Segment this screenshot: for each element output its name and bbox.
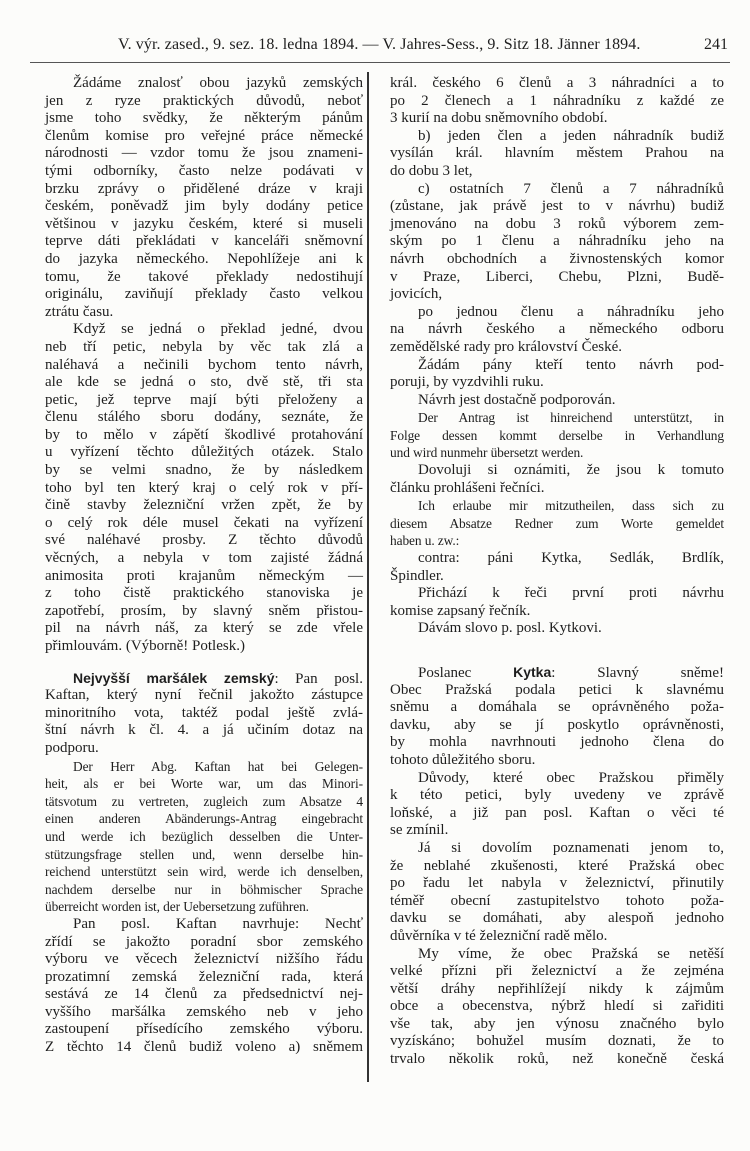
text-line: vyššího maršálka zemského neb v jeho [45,1003,363,1020]
text-line: do dobu 3 let, [390,162,473,179]
text-line: zemědělské rady pro království České. [390,338,623,355]
text-line: na návrh českého a německého odboru [390,321,724,338]
text-line: by mohla navrhnouti jednoho člena do [390,734,724,751]
text-line: sestává ze 14 členů za předsednictví nej- [45,986,363,1003]
text-line: se zmínil. [390,822,449,839]
text-line: tými odborníky, často nelze podávati v [45,162,363,179]
text-line: minoritního vota, taktéž podal ještě zvlá- [45,704,363,721]
text-line: toho byl ten který kraj o celý rok v pří- [45,479,363,496]
text-line: tohoto důležitého sboru. [390,751,536,768]
text-line: zapotřebí, prosím, by slavný sněm přistou- [45,602,363,619]
text-line: neb tří petic, nebyla by věc tak zlá a [45,338,363,355]
text-line: své naléhavé prosby. Z těchto důvodů [45,532,363,549]
text-line: und wird nunmehr übersetzt werden. [390,445,584,461]
paragraph [390,75,724,128]
paragraph [390,620,724,638]
text-line: haben u. zw.: [390,533,460,549]
text-line: ským po 1 členu a náhradníku jeho na [390,233,724,250]
german-paragraph [390,409,724,462]
text-line: tätsvotum zu vertreten, zugleich zum Absatze 4 [45,793,363,809]
text-line [45,670,363,688]
text-line: Špindler. [390,567,444,584]
german-paragraph [390,497,724,550]
speaker-prefix: Poslanec [418,665,514,681]
text-line: věcných, a nebyla v tom zajisté žádná [45,550,363,567]
text-line: contra: páni Kytka, Sedlák, Brdlík, [418,550,724,567]
text-line: stützungsfrage stellen und, wenn derselbe hin- [45,846,363,862]
speaker-line-text: : Slavný sněme! [551,665,724,681]
text-line: téměř obecní zastupitelstvo tohoto poža- [390,892,724,909]
paragraph [390,392,724,410]
text-line: Návrh jest dostačně podporován. [418,391,616,408]
text-line: Ich erlaube mir mitzutheilen, dass sich zu [418,498,724,514]
paragraph [390,770,724,840]
paragraph [45,321,363,655]
text-line: jmenováno na dobu 3 roků výborem zem- [390,215,724,232]
text-line: Folge dessen kommt derselbe in Verhandlung [390,427,724,443]
right-column [390,75,724,1069]
text-line: výboru ve věcech železnictví nižšího řádu [45,951,363,968]
text-line: brzku zprávy o přidělené dráze v kraji [45,180,363,197]
text-line: Když se jedná o překlad jedné, dvou [73,321,363,338]
text-line: po jednou členu a náhradníku jeho [418,303,724,320]
text-line: by se velmi snadno, že by následkem [45,462,363,479]
text-line: loňské, a již pan posl. Kaftan o věci té [390,804,724,821]
german-paragraph [45,758,363,916]
text-line: že neblahé zkušenosti, které Pražská obec [390,857,724,874]
paragraph [390,550,724,585]
text-line: vyzískáno; bohužel musím doznati, že to [390,1033,724,1050]
text-line: článku prohlášeni řečníci. [390,479,545,496]
paragraph [390,462,724,497]
text-line: petic, jež teprve mají býti přeloženy a [45,391,363,408]
text-line: král. českého 6 členů a 3 náhradníci a to [390,75,724,91]
speaker-name: Kytka [513,664,552,680]
section-gap [390,638,724,664]
paragraph [390,840,724,946]
text-line: o celý rok déle musel čekati na vyřízení [45,514,363,531]
text-line: národnosti — vzdor tomu že jsou znameni- [45,145,363,162]
paragraph [390,304,724,357]
text-line: davku, aby se jí poskytlo oprávněnosti, [390,716,724,733]
running-header [30,34,730,58]
text-line: po 2 členech a 1 náhradníku z každé ze [390,92,724,109]
text-line: většinou v jazyku českém, které si museli [45,215,363,232]
text-line: čině stavby železniční vržen zpět, že by [45,497,363,514]
text-line: Obec Pražská podala petici k slavnému [390,681,724,698]
text-line: v Praze, Liberci, Chebu, Plzni, Budě- [390,268,724,285]
text-line: jen z ryze praktických důvodů, neboť [45,92,363,109]
text-line: prozatimní zemská železniční rada, která [45,968,363,985]
text-line: větší dráhy nepřihlížejí nikdy k zájmům [390,980,724,997]
text-line: jovicích, [390,286,443,303]
text-line: Z těchto 14 členů budiž voleno a) sněmem [45,1039,363,1056]
column-divider [367,72,369,1082]
text-line: štní návrh k čl. 4. a já učiním dotaz na [45,722,363,739]
text-line: Dovoluji si oznámiti, že jsou k tomuto [418,462,724,479]
text-line: und werde ich bezüglich desselben die Unter- [45,828,363,844]
text-line: by to mělo v zápětí škodlivé protahování [45,426,363,443]
paragraph [390,585,724,620]
text-line: vše tak, aby jen výnosu značného bylo [390,1015,724,1032]
text-line: Pan posl. Kaftan navrhuje: Nechť [73,915,363,932]
text-line: b) jeden člen a jeden náhradník budiž [418,127,724,144]
text-line: obce a obecenstva, nýbrž hledí si zařiditi [390,998,724,1015]
speaker-line-text: : Pan posl. [274,670,363,687]
text-line: animosita proti krajanům německým — [45,567,363,584]
header-rule [30,62,730,63]
text-line: vysílán král. hlavním městem Prahou na [390,145,724,162]
text-line: do jazyka německého. Nepohlížeje ani k [45,250,363,267]
text-line: velké přízni při železnictví a že zejména [390,963,724,980]
text-line: nachdem derselbe nur in böhmischer Sprache [45,881,363,897]
section-gap [45,656,363,670]
header-title: V. výr. zased., 9. sez. 18. ledna 1894. — V. Jahres-Sess., 9. Sitz 18. Jänner 1894. [118,36,641,53]
page-number: 241 [704,36,728,53]
speaker-paragraph [45,670,363,758]
text-line: trvalo několik roků, než konečně česká [390,1051,724,1068]
text-line: Der Antrag ist hinreichend unterstützt, in [418,410,724,426]
text-line: Já si dovolím poznamenati jenom to, [418,839,724,856]
text-line: jsme toho svědky, že některým pánům [45,110,363,127]
text-line: Der Herr Abg. Kaftan hat bei Gelegen- [73,758,363,774]
paragraph [390,946,724,1069]
left-column [45,75,363,1057]
paragraph [390,357,724,392]
text-line: podporu. [45,739,99,756]
text-line: pil na návrh náš, za který se zde vřele [45,620,363,637]
text-line: ale kde se jedná o sto, dvě stě, tři sta [45,374,363,391]
text-line: u vyřízení těchto důležitých otázek. Stalo [45,444,363,461]
text-line: Kaftan, který nyní řečnil jakožto zástupce [45,687,363,704]
text-line: poruji, by vyzdvihli ruku. [390,374,544,391]
text-line: důvěrníka v té železniční radě mělo. [390,927,608,944]
text-line: komise zapsaný řečník. [390,602,531,619]
text-line: přimlouvám. (Výborně! Potlesk.) [45,638,245,654]
text-line: k této petici, byly uvedeny ve zprávě [390,787,724,804]
paragraph [45,75,363,321]
paragraph [390,181,724,304]
text-line [390,664,724,682]
text-line: po řadu let nabyla v železnictví, přinutily [390,875,724,892]
text-line: návrh obchodních a živnostenských komor [390,250,724,267]
text-line: originálu, zaviňují překlady často velkou [45,286,363,303]
text-line: My víme, že obec Pražská se netěší [418,945,724,962]
text-line: heit, als er bei Worte war, um das Minori- [45,776,363,792]
text-line: davku se domáhati, aby alespoň jednoho [390,910,724,927]
text-line: zastoupení přísedícího zemského výboru. [45,1021,363,1038]
text-line: členu stálého sboru dodány, seznáte, že [45,409,363,426]
text-line: Přichází k řeči první proti návrhu [418,585,724,602]
text-line: členům komise pro veřejné práce německé [45,127,363,144]
text-line: (zůstane, jak právě jest to v návrhu) budiž [390,198,724,215]
text-line: c) ostatních 7 členů a 7 náhradníků [418,180,724,197]
text-line: teprve dáti překládati v kanceláři sněmovní [45,233,363,250]
paragraph [390,128,724,181]
text-line: diesem Absatze Redner zum Worte gemeldet [390,515,724,531]
speaker-name: Nejvyšší maršálek zemský [73,669,275,686]
text-line: einen anderen Abänderungs-Antrag eingebracht [45,811,363,827]
text-line: ztrátu času. [45,303,114,320]
text-line: tomu, že takové překlady nedostihují [45,268,363,285]
text-line: zřídí se jakožto poradní sbor zemského [45,933,363,950]
text-line: Dávám slovo p. posl. Kytkovi. [418,620,602,637]
text-line: überreicht worden ist, der Uebersetzung zuführen. [45,899,309,915]
text-line: 3 kurií na dobu sněmovního období. [390,110,608,127]
paragraph [45,916,363,1057]
text-line: naléhavá a nečinili bychom tento návrh, [45,356,363,373]
text-line: z toho čistě praktického stanoviska je [45,585,363,602]
text-line: Žádáme znalosť obou jazyků zemských [73,75,363,91]
text-line: sněmu a domáhala se oprávněného poža- [390,699,724,716]
text-line: Žádám pány kteří tento návrh pod- [418,356,724,373]
text-line: reichend unterstützt sein wird, werde ich denselben, [45,864,363,880]
text-line: českém, poněvadž jim byly dodány petice [45,198,363,215]
speaker-paragraph [390,664,724,770]
text-line: Důvody, které obec Pražskou přiměly [418,769,724,786]
